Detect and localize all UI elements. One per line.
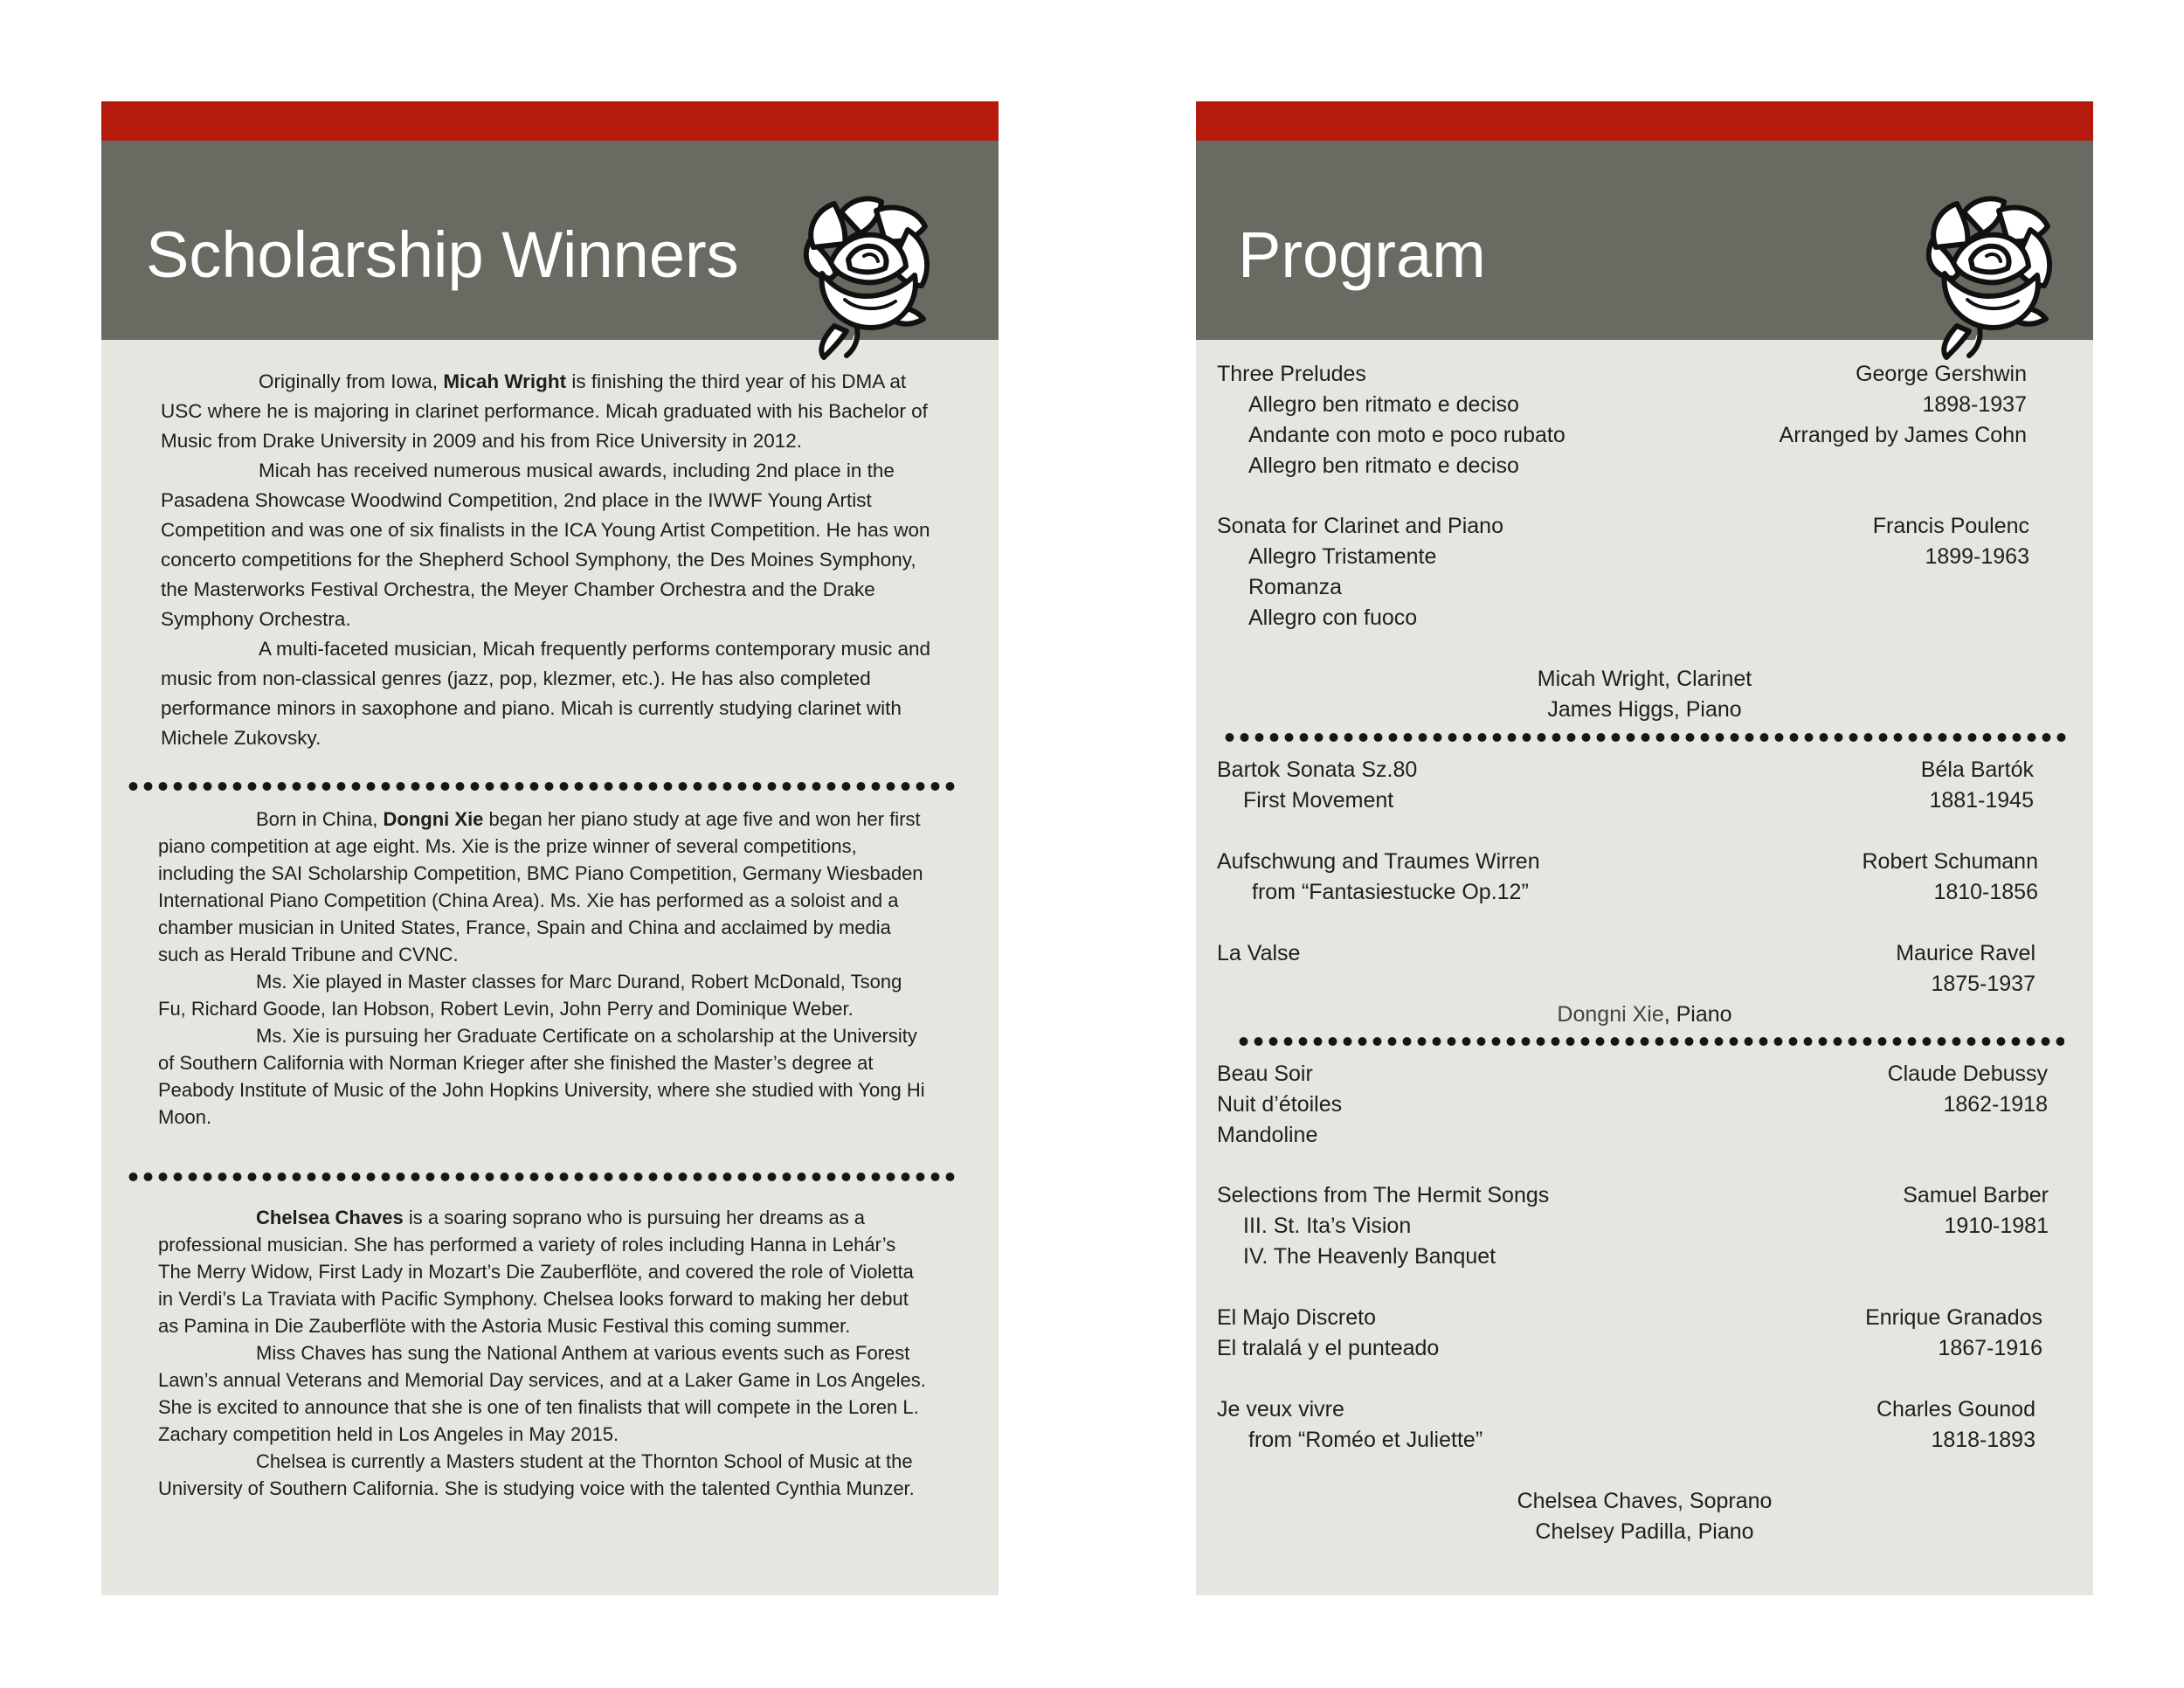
piece-title: Mandoline bbox=[1217, 1123, 1318, 1147]
bio-chelsea-chaves bbox=[158, 1204, 927, 1502]
rose-logo-icon bbox=[796, 195, 936, 361]
arranger: Arranged by James Cohn bbox=[1779, 423, 2027, 447]
performer: Chelsea Chaves, Soprano bbox=[1517, 1489, 1773, 1513]
performer: Micah Wright, Clarinet bbox=[1537, 667, 1752, 691]
header-accent-bar bbox=[101, 101, 999, 141]
composer-dates: 1818-1893 bbox=[1931, 1428, 2035, 1452]
composer-name: Charles Gounod bbox=[1876, 1397, 2035, 1422]
piece-title: La Valse bbox=[1217, 941, 1301, 965]
bio-text: is finishing the third year of his DMA at USC where he is majoring in clarinet performance. Micah graduated with his Bachelor of Music from Drake University in 2009 and his from Rice University in 2012. bbox=[161, 370, 928, 452]
composer-dates: 1810-1856 bbox=[1933, 880, 2038, 904]
bio-paragraph bbox=[158, 1022, 927, 1131]
composer-ravel bbox=[1896, 938, 2035, 1000]
page-title: Scholarship Winners bbox=[146, 218, 739, 291]
performers-piano bbox=[1196, 1000, 2093, 1030]
bio-text: is a soaring soprano who is pursuing her dreams as a professional musician. She has performed a variety of roles including Hanna in Lehár’s The Merry Widow, First Lady in Mozart’s Die Zauberflöte, and covered the role of Violetta in Verdi’s La Traviata with Pacific Symphony. Chelsea looks forward to making her debut as Pamina in Die Zauberflöte with the Astoria Music Festival this coming summer. bbox=[158, 1207, 914, 1337]
movement: Romanza bbox=[1248, 575, 1342, 599]
dotted-divider bbox=[1222, 732, 2071, 743]
performer: James Higgs, Piano bbox=[1547, 697, 1742, 722]
performer-name: Dongni Xie bbox=[1557, 1002, 1664, 1027]
movement: IV. The Heavenly Banquet bbox=[1243, 1244, 1496, 1269]
bio-text: Ms. Xie is pursuing her Graduate Certificate on a scholarship at the University of Southern California with Norman Krieger after she finished the Master’s degree at Peabody Institute of Music of the John Hopkins University, where she studied with Yong Hi Moon. bbox=[158, 1025, 925, 1128]
bio-text: Born in China, bbox=[256, 808, 384, 830]
piece-poulenc bbox=[1217, 511, 1503, 633]
piece-title: Nuit d’étoiles bbox=[1217, 1092, 1343, 1117]
bio-paragraph bbox=[158, 1204, 927, 1339]
composer-name: Samuel Barber bbox=[1903, 1183, 2049, 1207]
piece-title: Sonata for Clarinet and Piano bbox=[1217, 514, 1503, 538]
piece-granados bbox=[1217, 1303, 1439, 1364]
movement: from “Roméo et Juliette” bbox=[1248, 1428, 1483, 1452]
performers-soprano bbox=[1196, 1486, 2093, 1547]
composer-dates: 1875-1937 bbox=[1931, 972, 2035, 996]
bio-paragraph bbox=[161, 367, 947, 456]
bio-text: began her piano study at age five and won her first piano competition at age eight. Ms. Xie is the prize winner of several competitions, including the SAI Scholarship Competition, BMC Piano Competition, Germany Wiesbaden International Piano Competition (China Area). Ms. Xie has performed as a soloist and a chamber musician in United States, France, Spain and China and acclaimed by media such as Herald Tribune and CVNC. bbox=[158, 808, 923, 965]
piece-title: Je veux vivre bbox=[1217, 1397, 1344, 1422]
header-accent-bar bbox=[1196, 101, 2093, 141]
movement: from “Fantasiestucke Op.12” bbox=[1252, 880, 1529, 904]
movement: Allegro con fuoco bbox=[1248, 605, 1418, 630]
composer-barber bbox=[1903, 1180, 2049, 1242]
header-band bbox=[1196, 141, 2093, 340]
piece-gounod bbox=[1217, 1394, 1482, 1456]
movement: III. St. Ita’s Vision bbox=[1243, 1214, 1412, 1238]
piece-title: El tralalá y el punteado bbox=[1217, 1336, 1440, 1360]
bio-text: Micah has received numerous musical awards, including 2nd place in the Pasadena Showcase Woodwind Competition, 2nd place in the IWWF Young Artist Competition and was one of six finalists in the ICA Young Artist Competition. He has won concerto competitions for the Shepherd School Symphony, the Des Moines Symphony, the Masterworks Festival Orchestra, the Meyer Chamber Orchestra and the Drake Symphony Orchestra. bbox=[161, 460, 930, 630]
bio-paragraph bbox=[158, 968, 927, 1022]
bio-micah-wright bbox=[161, 367, 947, 753]
composer-name: Claude Debussy bbox=[1887, 1062, 2048, 1086]
scholarship-page bbox=[101, 101, 999, 1595]
piece-title: Aufschwung and Traumes Wirren bbox=[1217, 849, 1540, 874]
composer-gounod bbox=[1876, 1394, 2035, 1456]
bio-paragraph bbox=[158, 1448, 927, 1502]
bio-text: Ms. Xie played in Master classes for Marc Durand, Robert McDonald, Tsong Fu, Richard Goode, Ian Hobson, Robert Levin, John Perry and Dominique Weber. bbox=[158, 971, 902, 1020]
composer-bartok bbox=[1921, 755, 2034, 816]
bio-dongni-xie bbox=[158, 806, 927, 1131]
composer-name: Enrique Granados bbox=[1865, 1305, 2042, 1330]
composer-dates: 1881-1945 bbox=[1929, 788, 2034, 813]
composer-dates: 1899-1963 bbox=[1925, 544, 2029, 569]
dotted-divider bbox=[126, 1172, 957, 1182]
performer-role: , Piano bbox=[1663, 1002, 1732, 1027]
piece-schumann bbox=[1217, 847, 1540, 908]
bio-paragraph bbox=[158, 806, 927, 968]
winner-name: Micah Wright bbox=[443, 370, 567, 392]
page-title: Program bbox=[1238, 218, 1486, 291]
piece-title: Selections from The Hermit Songs bbox=[1217, 1183, 1550, 1207]
composer-name: Robert Schumann bbox=[1862, 849, 2038, 874]
composer-dates: 1910-1981 bbox=[1944, 1214, 2049, 1238]
piece-barber bbox=[1217, 1180, 1549, 1272]
piece-title: Beau Soir bbox=[1217, 1062, 1313, 1086]
bio-text: Originally from Iowa, bbox=[259, 370, 444, 392]
movement: Allegro ben ritmato e deciso bbox=[1248, 392, 1519, 417]
bio-paragraph bbox=[161, 634, 947, 753]
piece-bartok bbox=[1217, 755, 1417, 816]
bio-text: A multi-faceted musician, Micah frequently performs contemporary music and music from non-classical genres (jazz, pop, klezmer, etc.). He has also completed performance minors in saxophone and piano. Micah is currently studying clarinet with Michele Zukovsky. bbox=[161, 638, 931, 749]
composer-schumann bbox=[1862, 847, 2038, 908]
movement: Allegro Tristamente bbox=[1248, 544, 1437, 569]
winner-name: Dongni Xie bbox=[383, 808, 484, 830]
performer bbox=[1196, 1000, 2093, 1030]
performers-clarinet bbox=[1196, 664, 2093, 725]
composer-gershwin bbox=[1780, 359, 2027, 451]
performer: Chelsey Padilla, Piano bbox=[1535, 1519, 1754, 1544]
movement: Andante con moto e poco rubato bbox=[1248, 423, 1565, 447]
winner-name: Chelsea Chaves bbox=[256, 1207, 404, 1228]
piece-debussy bbox=[1217, 1059, 1342, 1151]
composer-dates: 1898-1937 bbox=[1922, 392, 2027, 417]
bio-text: Chelsea is currently a Masters student at the Thornton School of Music at the University of Southern California. She is studying voice with the talented Cynthia Munzer. bbox=[158, 1450, 915, 1499]
header-band bbox=[101, 141, 999, 340]
rose-logo-icon bbox=[1918, 195, 2058, 361]
movement: First Movement bbox=[1243, 788, 1394, 813]
dotted-divider bbox=[1236, 1036, 2064, 1047]
composer-granados bbox=[1865, 1303, 2042, 1364]
piece-gershwin bbox=[1217, 359, 1565, 481]
piece-title: Three Preludes bbox=[1217, 362, 1366, 386]
bio-paragraph bbox=[158, 1339, 927, 1448]
bio-text: Miss Chaves has sung the National Anthem at various events such as Forest Lawn’s annual Veterans and Memorial Day services, and at a Laker Game in Los Angeles. She is excited to announce that she is one of ten finalists that will compete in the Loren L. Zachary competition held in Los Angeles in May 2015. bbox=[158, 1342, 926, 1445]
composer-name: George Gershwin bbox=[1856, 362, 2027, 386]
piece-title: Bartok Sonata Sz.80 bbox=[1217, 758, 1418, 782]
bio-paragraph bbox=[161, 456, 947, 634]
composer-poulenc bbox=[1873, 511, 2029, 572]
piece-title: El Majo Discreto bbox=[1217, 1305, 1376, 1330]
dotted-divider bbox=[126, 781, 957, 792]
composer-name: Maurice Ravel bbox=[1896, 941, 2035, 965]
program-page bbox=[1196, 101, 2093, 1595]
composer-dates: 1867-1916 bbox=[1938, 1336, 2042, 1360]
composer-name: Béla Bartók bbox=[1920, 758, 2034, 782]
composer-dates: 1862-1918 bbox=[1943, 1092, 2048, 1117]
composer-name: Francis Poulenc bbox=[1872, 514, 2029, 538]
movement: Allegro ben ritmato e deciso bbox=[1248, 453, 1519, 478]
piece-ravel bbox=[1217, 938, 1300, 969]
composer-debussy bbox=[1888, 1059, 2048, 1120]
